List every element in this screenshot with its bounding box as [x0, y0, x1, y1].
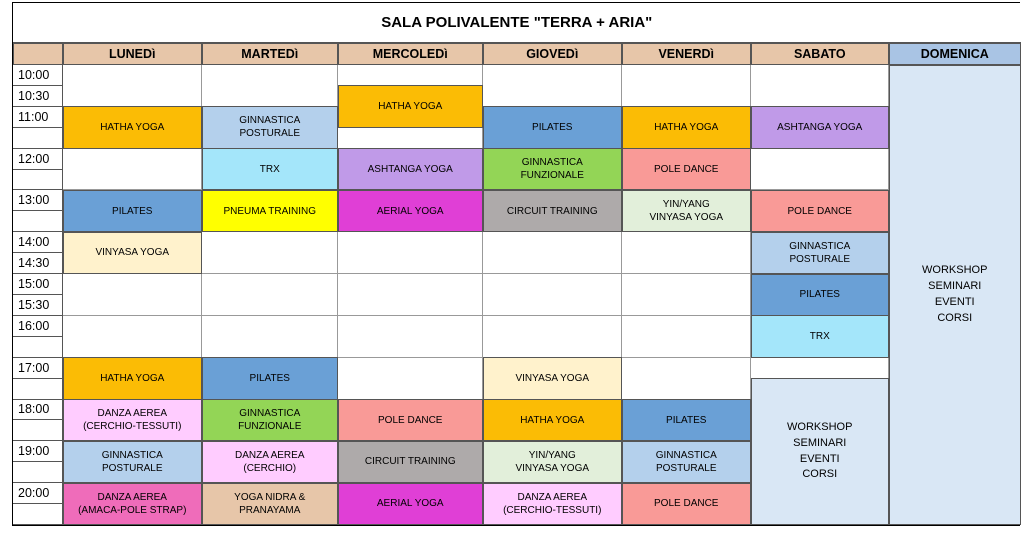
empty-slot: [622, 274, 751, 316]
class-sat-trx: TRX: [751, 315, 890, 357]
time-slot: 13:00: [13, 190, 62, 211]
day-header-4: GIOVEDì: [483, 43, 623, 66]
empty-slot: [202, 316, 338, 358]
class-mon-hatha2: HATHA YOGA: [63, 357, 203, 399]
day-header-5: VENERDì: [622, 43, 752, 66]
empty-slot: [338, 274, 483, 316]
time-slot: 20:00: [13, 483, 62, 504]
empty-slot: [202, 232, 338, 274]
time-slot: 14:30: [13, 253, 62, 274]
time-slot: 10:30: [13, 86, 62, 107]
class-wed-hatha: HATHA YOGA: [338, 85, 484, 127]
time-slot: 18:00: [13, 400, 62, 421]
time-slot: [13, 379, 62, 400]
class-thu-funzionale: GINNASTICA FUNZIONALE: [483, 148, 623, 190]
class-mon-posturale: GINNASTICA POSTURALE: [63, 441, 203, 483]
class-fri-pilates: PILATES: [622, 399, 752, 441]
empty-slot: [338, 232, 483, 274]
time-slot: [13, 211, 62, 232]
time-slot: 15:30: [13, 295, 62, 316]
empty-slot: [751, 149, 889, 191]
day-header-7: DOMENICA: [889, 43, 1022, 66]
time-slot: [13, 420, 62, 441]
empty-slot: [63, 65, 202, 107]
time-slot: 11:00: [13, 107, 62, 128]
empty-slot: [202, 274, 338, 316]
empty-slot: [483, 274, 622, 316]
empty-slot: [63, 149, 202, 191]
time-slot: [13, 128, 62, 149]
class-mon-danza1: DANZA AEREA (CERCHIO-TESSUTI): [63, 399, 203, 441]
empty-slot: [622, 65, 751, 107]
time-slot: [13, 462, 62, 483]
time-slot: [13, 504, 62, 525]
class-tue-trx: TRX: [202, 148, 339, 190]
class-wed-aerial: AERIAL YOGA: [338, 190, 484, 232]
class-fri-pole: POLE DANCE: [622, 148, 752, 190]
class-fri-hatha: HATHA YOGA: [622, 106, 752, 148]
empty-slot: [622, 358, 751, 400]
class-sun-workshop: WORKSHOP SEMINARI EVENTI CORSI: [889, 65, 1022, 525]
time-slot: [13, 337, 62, 358]
class-sat-pilates: PILATES: [751, 274, 890, 316]
class-thu-circuit: CIRCUIT TRAINING: [483, 190, 623, 232]
class-mon-vinyasa: VINYASA YOGA: [63, 232, 203, 274]
time-slot: [13, 170, 62, 191]
class-tue-posturale: GINNASTICA POSTURALE: [202, 106, 339, 148]
time-slot: 14:00: [13, 232, 62, 253]
class-fri-posturale: GINNASTICA POSTURALE: [622, 441, 752, 483]
time-slot: 12:00: [13, 149, 62, 170]
class-tue-pilates: PILATES: [202, 357, 339, 399]
class-tue-pneuma: PNEUMA TRAINING: [202, 190, 339, 232]
empty-slot: [483, 316, 622, 358]
empty-slot: [483, 65, 622, 107]
header-corner: [13, 43, 64, 66]
class-fri-pole2: POLE DANCE: [622, 483, 752, 525]
class-tue-nidra: YOGA NIDRA & PRANAYAMA: [202, 483, 339, 525]
time-slot: 19:00: [13, 441, 62, 462]
class-fri-yinyang: YIN/YANG VINYASA YOGA: [622, 190, 752, 232]
day-header-2: MARTEDì: [202, 43, 339, 66]
class-tue-danza: DANZA AEREA (CERCHIO): [202, 441, 339, 483]
empty-slot: [63, 274, 202, 316]
day-header-1: LUNEDì: [63, 43, 203, 66]
class-thu-hatha: HATHA YOGA: [483, 399, 623, 441]
empty-slot: [622, 232, 751, 274]
day-header-6: SABATO: [751, 43, 890, 66]
empty-slot: [202, 65, 338, 107]
empty-slot: [751, 65, 889, 107]
empty-slot: [483, 232, 622, 274]
empty-slot: [622, 316, 751, 358]
class-wed-circuit: CIRCUIT TRAINING: [338, 441, 484, 483]
class-mon-hatha: HATHA YOGA: [63, 106, 203, 148]
class-sat-workshop: WORKSHOP SEMINARI EVENTI CORSI: [751, 378, 890, 525]
schedule-table: [12, 2, 1020, 526]
class-mon-pilates: PILATES: [63, 190, 203, 232]
empty-slot: [338, 358, 483, 400]
class-wed-pole: POLE DANCE: [338, 399, 484, 441]
time-slot: 10:00: [13, 65, 62, 86]
class-thu-pilates: PILATES: [483, 106, 623, 148]
time-column: [13, 65, 63, 525]
class-wed-aerial2: AERIAL YOGA: [338, 483, 484, 525]
class-sat-posturale: GINNASTICA POSTURALE: [751, 232, 890, 274]
class-wed-ashtanga: ASHTANGA YOGA: [338, 148, 484, 190]
class-sat-pole: POLE DANCE: [751, 190, 890, 232]
page-title: SALA POLIVALENTE "TERRA + ARIA": [13, 3, 1022, 44]
time-slot: 17:00: [13, 358, 62, 379]
class-thu-vinyasa: VINYASA YOGA: [483, 357, 623, 399]
class-tue-funzionale: GINNASTICA FUNZIONALE: [202, 399, 339, 441]
time-slot: 15:00: [13, 274, 62, 295]
class-thu-yinyang: YIN/YANG VINYASA YOGA: [483, 441, 623, 483]
time-slot: 16:00: [13, 316, 62, 337]
empty-slot: [63, 316, 202, 358]
class-mon-danza2: DANZA AEREA (AMACA-POLE STRAP): [63, 483, 203, 525]
day-header-3: MERCOLEDì: [338, 43, 484, 66]
class-sat-ashtanga: ASHTANGA YOGA: [751, 106, 890, 148]
empty-slot: [338, 316, 483, 358]
class-thu-danza: DANZA AEREA (CERCHIO-TESSUTI): [483, 483, 623, 525]
